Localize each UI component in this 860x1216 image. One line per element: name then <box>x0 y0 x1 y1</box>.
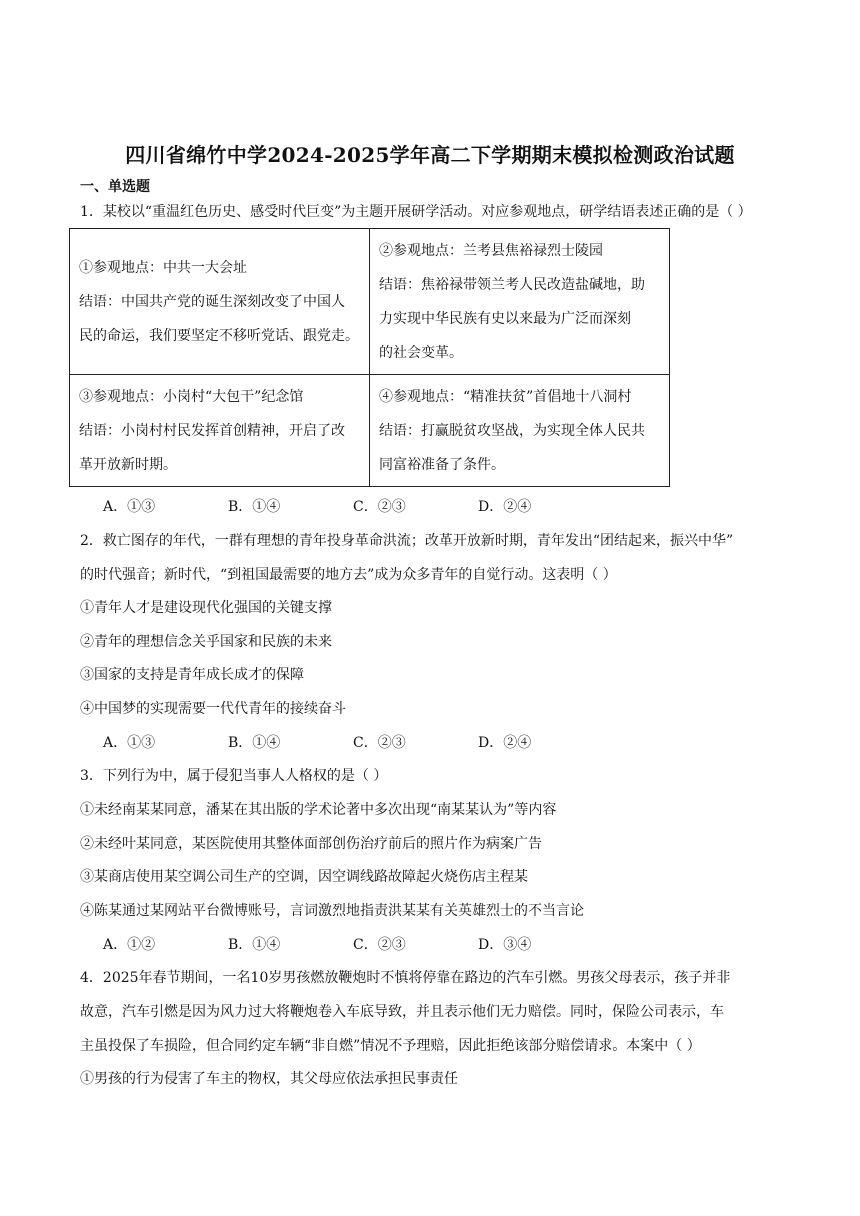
q1-cell-1-line: 结语：中国共产党的诞生深刻改变了中国人 <box>79 293 345 310</box>
q1-cell-3-line: ③参观地点：小岗村“大包干”纪念馆 <box>79 388 304 405</box>
q2-statement: ④中国梦的实现需要一代代青年的接续奋斗 <box>80 701 346 717</box>
q4-stem-line: 故意，汽车引燃是因为风力过大将鞭炮卷入车底导致，并且表示他们无力赔偿。同时，保险公司表示，车 <box>80 1004 724 1020</box>
q1-cell-2-line: ②参观地点：兰考县焦裕禄烈士陵园 <box>379 242 603 259</box>
q1-cell-3 <box>70 375 370 487</box>
q1-cell-2-line: 力实现中华民族有史以来最为广泛而深刻 <box>379 310 631 327</box>
option-b[interactable]: B．①④ <box>228 499 281 515</box>
q4-stem-line: 主虽投保了车损险，但合同约定车辆“非自燃”情况不予理赔，因此拒绝该部分赔偿请求。本案中（ ） <box>80 1038 701 1054</box>
option-c[interactable]: C．②③ <box>353 735 406 751</box>
option-d[interactable]: D．②④ <box>478 735 532 751</box>
q2-statement: ①青年人才是建设现代化强国的关键支撑 <box>80 600 332 616</box>
q2-statement: ②青年的理想信念关乎国家和民族的未来 <box>80 634 332 650</box>
q1-cell-4-line: 结语：打赢脱贫攻坚战，为实现全体人民共 <box>379 422 645 439</box>
option-d[interactable]: D．③④ <box>478 937 532 953</box>
q1-cell-4-line: 同富裕准备了条件。 <box>379 456 505 473</box>
q1-cell-2-line: 的社会变革。 <box>379 344 463 361</box>
q3-options <box>103 935 531 955</box>
option-d[interactable]: D．②④ <box>478 499 532 515</box>
option-a[interactable]: A．①③ <box>103 499 156 515</box>
q1-cell-1-line: 民的命运，我们要坚定不移听党话、跟党走。 <box>79 327 359 344</box>
q3-statement: ③某商店使用某空调公司生产的空调，因空调线路故障起火烧伤店主程某 <box>80 869 528 885</box>
q1-cell-3-line: 革开放新时期。 <box>79 456 177 473</box>
q1-cell-4 <box>370 375 670 487</box>
exam-title: 四川省绵竹中学2024-2025学年高二下学期期末模拟检测政治试题 <box>125 143 735 167</box>
q1-cell-4-line: ④参观地点：“精准扶贫”首倡地十八洞村 <box>379 388 632 405</box>
q1-cell-2 <box>370 229 670 375</box>
option-c[interactable]: C．②③ <box>353 937 406 953</box>
option-b[interactable]: B．①④ <box>228 937 281 953</box>
option-a[interactable]: A．①② <box>103 937 156 953</box>
q1-stem: 1．某校以“重温红色历史、感受时代巨变”为主题开展研学活动。对应参观地点，研学结语表述正确的是（ ） <box>80 204 752 220</box>
q2-statement: ③国家的支持是青年成长成才的保障 <box>80 667 304 683</box>
q1-cell-2-line: 结语：焦裕禄带领兰考人民改造盐碱地，助 <box>379 276 645 293</box>
q3-statement: ①未经南某某同意，潘某在其出版的学术论著中多次出现“南某某认为”等内容 <box>80 802 557 818</box>
q4-stem-line: 4．2025年春节期间，一名10岁男孩燃放鞭炮时不慎将停靠在路边的汽车引燃。男孩父母表示，孩子并非 <box>80 970 731 986</box>
q2-stem-line: 2．救亡图存的年代，一群有理想的青年投身革命洪流；改革开放新时期，青年发出“团结起来，振兴中华” <box>80 533 734 549</box>
option-a[interactable]: A．①③ <box>103 735 156 751</box>
q4-statement: ①男孩的行为侵害了车主的物权，其父母应依法承担民事责任 <box>80 1071 458 1087</box>
option-b[interactable]: B．①④ <box>228 735 281 751</box>
q1-options <box>103 497 531 517</box>
section-heading: 一、单选题 <box>80 179 150 195</box>
q3-statement: ④陈某通过某网站平台微博账号，言词激烈地指责洪某某有关英雄烈士的不当言论 <box>80 903 584 919</box>
q3-statement: ②未经叶某同意，某医院使用其整体面部创伤治疗前后的照片作为病案广告 <box>80 836 542 852</box>
q1-cell-1 <box>70 229 370 375</box>
q1-cell-1-line: ①参观地点：中共一大会址 <box>79 259 247 276</box>
option-c[interactable]: C．②③ <box>353 499 406 515</box>
q2-options <box>103 733 531 753</box>
q1-cell-3-line: 结语：小岗村村民发挥首创精神，开启了改 <box>79 422 345 439</box>
q1-table <box>69 228 670 487</box>
q3-stem: 3．下列行为中，属于侵犯当事人人格权的是（ ） <box>80 768 388 784</box>
q2-stem-line: 的时代强音；新时代，“到祖国最需要的地方去”成为众多青年的自觉行动。这表明（ ） <box>80 567 617 583</box>
